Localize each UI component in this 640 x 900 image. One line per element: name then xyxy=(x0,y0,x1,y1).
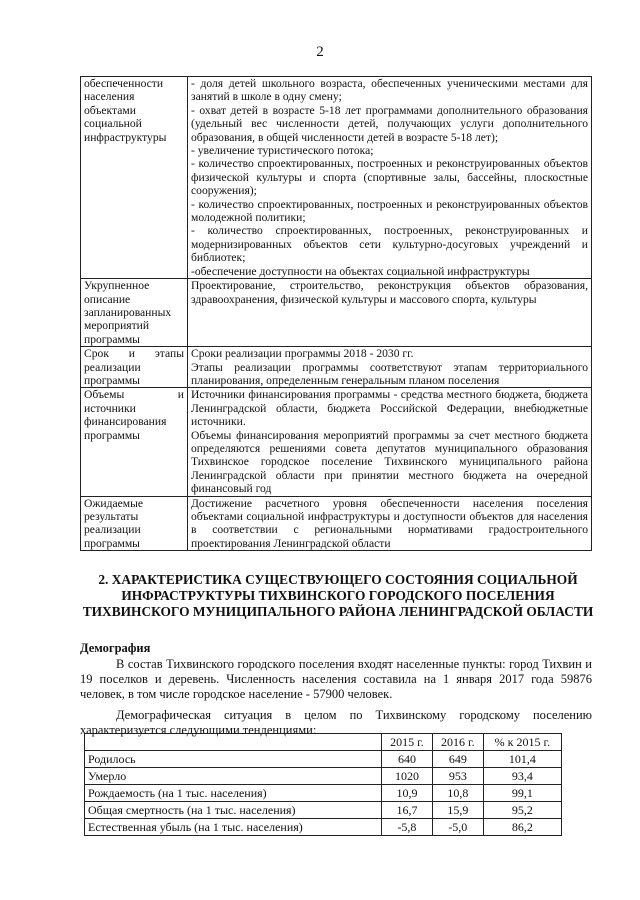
table-row xyxy=(85,751,562,768)
column-header: 2015 г. xyxy=(382,734,433,751)
paragraph: Демографическая ситуация в целом по Тихвинскому городскому поселению характеризуется следующими тенденциями: xyxy=(80,708,592,737)
indicator-cell: Рождаемость (на 1 тыс. населения) xyxy=(85,785,382,802)
passport-line: - доля детей школьного возраста, обеспеченных ученическими местами для занятий в школе в одну смену; xyxy=(191,77,588,104)
passport-row-funding xyxy=(81,388,592,496)
value-2016-cell: -5,0 xyxy=(432,819,483,836)
passport-line: Достижение расчетного уровня обеспеченности населения поселения объектами социальной инфраструктуры и доступности объектов для населения в соответствии с региональными нормативами градостроительного проектирования Ленинградской области xyxy=(191,496,588,550)
column-header xyxy=(85,734,382,751)
passport-line: -обеспечение доступности на объектах социальной инфраструктуры xyxy=(191,264,530,278)
body-text xyxy=(80,657,592,738)
passport-row-label: Ожидаемые результаты реализации программы xyxy=(81,496,188,551)
passport-row-results xyxy=(81,496,592,551)
value-2015-cell: 640 xyxy=(382,751,433,768)
passport-row-value xyxy=(188,496,592,551)
column-header: % к 2015 г. xyxy=(483,734,561,751)
percent-cell: 86,2 xyxy=(483,819,561,836)
passport-row-value xyxy=(188,347,592,388)
passport-row-label: Укрупненное описание запланированных мероприятий программы xyxy=(81,279,188,347)
value-2016-cell: 649 xyxy=(432,751,483,768)
value-2016-cell: 15,9 xyxy=(432,802,483,819)
passport-line: - охват детей в возрасте 5-18 лет программами дополнительного образования (удельный вес численности детей, получающих услуги дополнительного образования, в общей численности детей в возрасте 5-18 лет); xyxy=(191,103,588,144)
value-2016-cell: 953 xyxy=(432,768,483,785)
passport-row-label: Срок и этапы реализации программы xyxy=(81,347,188,388)
percent-cell: 99,1 xyxy=(483,785,561,802)
value-2015-cell: 16,7 xyxy=(382,802,433,819)
percent-cell: 95,2 xyxy=(483,802,561,819)
value-2015-cell: 10,9 xyxy=(382,785,433,802)
passport-line: Сроки реализации программы 2018 - 2030 гг. xyxy=(191,347,414,361)
program-passport-table xyxy=(80,76,592,551)
passport-row-indicators xyxy=(81,77,592,279)
indicator-cell: Общая смертность (на 1 тыс. населения) xyxy=(85,802,382,819)
table-row xyxy=(85,802,562,819)
column-header: 2016 г. xyxy=(432,734,483,751)
table-row xyxy=(85,768,562,785)
passport-row-label: обеспеченности населения объектами социальной инфраструктуры xyxy=(81,77,188,279)
passport-line: Этапы реализации программы соответствуют этапам территориального планирования, определенным генеральным планом поселения xyxy=(191,360,588,387)
indicator-cell: Родилось xyxy=(85,751,382,768)
percent-cell: 93,4 xyxy=(483,768,561,785)
table-row xyxy=(85,785,562,802)
paragraph: В состав Тихвинского городского поселения входят населенные пункты: город Тихвин и 19 поселков и деревень. Численность населения составила на 1 января 2017 года 59876 человек, в том числе городское население - 57900 человек. xyxy=(80,657,592,701)
page-number: 2 xyxy=(316,44,324,60)
value-2016-cell: 10,8 xyxy=(432,785,483,802)
percent-cell: 101,4 xyxy=(483,751,561,768)
passport-line: Проектирование, строительство, реконструкция объектов образования, здравоохранения, физической культуры и массового спорта, культуры xyxy=(191,279,588,306)
demography-table xyxy=(84,733,562,836)
table-header-row xyxy=(85,734,562,751)
passport-row-value xyxy=(188,279,592,347)
indicator-cell: Умерло xyxy=(85,768,382,785)
value-2015-cell: 1020 xyxy=(382,768,433,785)
passport-line: Объемы финансирования мероприятий программы за счет местного бюджета определяются решениями совета депутатов муниципального образования Тихвинское городское поселение Тихвинского муниципального района Ленинградской области при принятии местного бюджета на очередной финансовый год xyxy=(191,428,588,496)
value-2015-cell: -5,8 xyxy=(382,819,433,836)
indicator-cell: Естественная убыль (на 1 тыс. населения) xyxy=(85,819,382,836)
passport-line: - количество спроектированных, построенных и реконструированных объектов физической культуры и спорта (спортивные залы, бассейны, плоскостные сооружения); xyxy=(191,157,588,198)
passport-line: Источники финансирования программы - средства местного бюджета, бюджета Ленинградской области, бюджета Российской Федерации, внебюджетные источники. xyxy=(191,388,588,429)
table-row xyxy=(85,819,562,836)
passport-line: - количество спроектированных, построенных и реконструированных объектов молодежной политики; xyxy=(191,197,588,225)
passport-row-value xyxy=(188,77,592,279)
subsection-title: Демография xyxy=(80,641,151,655)
passport-row-label: Объемы и источники финансирования программы xyxy=(81,388,188,496)
section-title: 2. ХАРАКТЕРИСТИКА СУЩЕСТВУЮЩЕГО СОСТОЯНИЯ СОЦИАЛЬНОЙ ИНФРАСТРУКТУРЫ ТИХВИНСКОГО ГОРОДСКОГО ПОСЕЛЕНИЯ ТИХВИНСКОГО МУНИЦИПАЛЬНОГО РАЙОНА ЛЕНИНГРАДСКОЙ ОБЛАСТИ xyxy=(82,572,594,619)
passport-row-activities xyxy=(81,279,592,347)
passport-row-value xyxy=(188,388,592,496)
passport-row-timeline xyxy=(81,347,592,388)
passport-line: - увеличение туристического потока; xyxy=(191,144,374,158)
passport-line: - количество спроектированных, построенных, реконструированных и модернизированных объектов сети культурно-досуговых учреждений и библиотек; xyxy=(191,224,588,265)
